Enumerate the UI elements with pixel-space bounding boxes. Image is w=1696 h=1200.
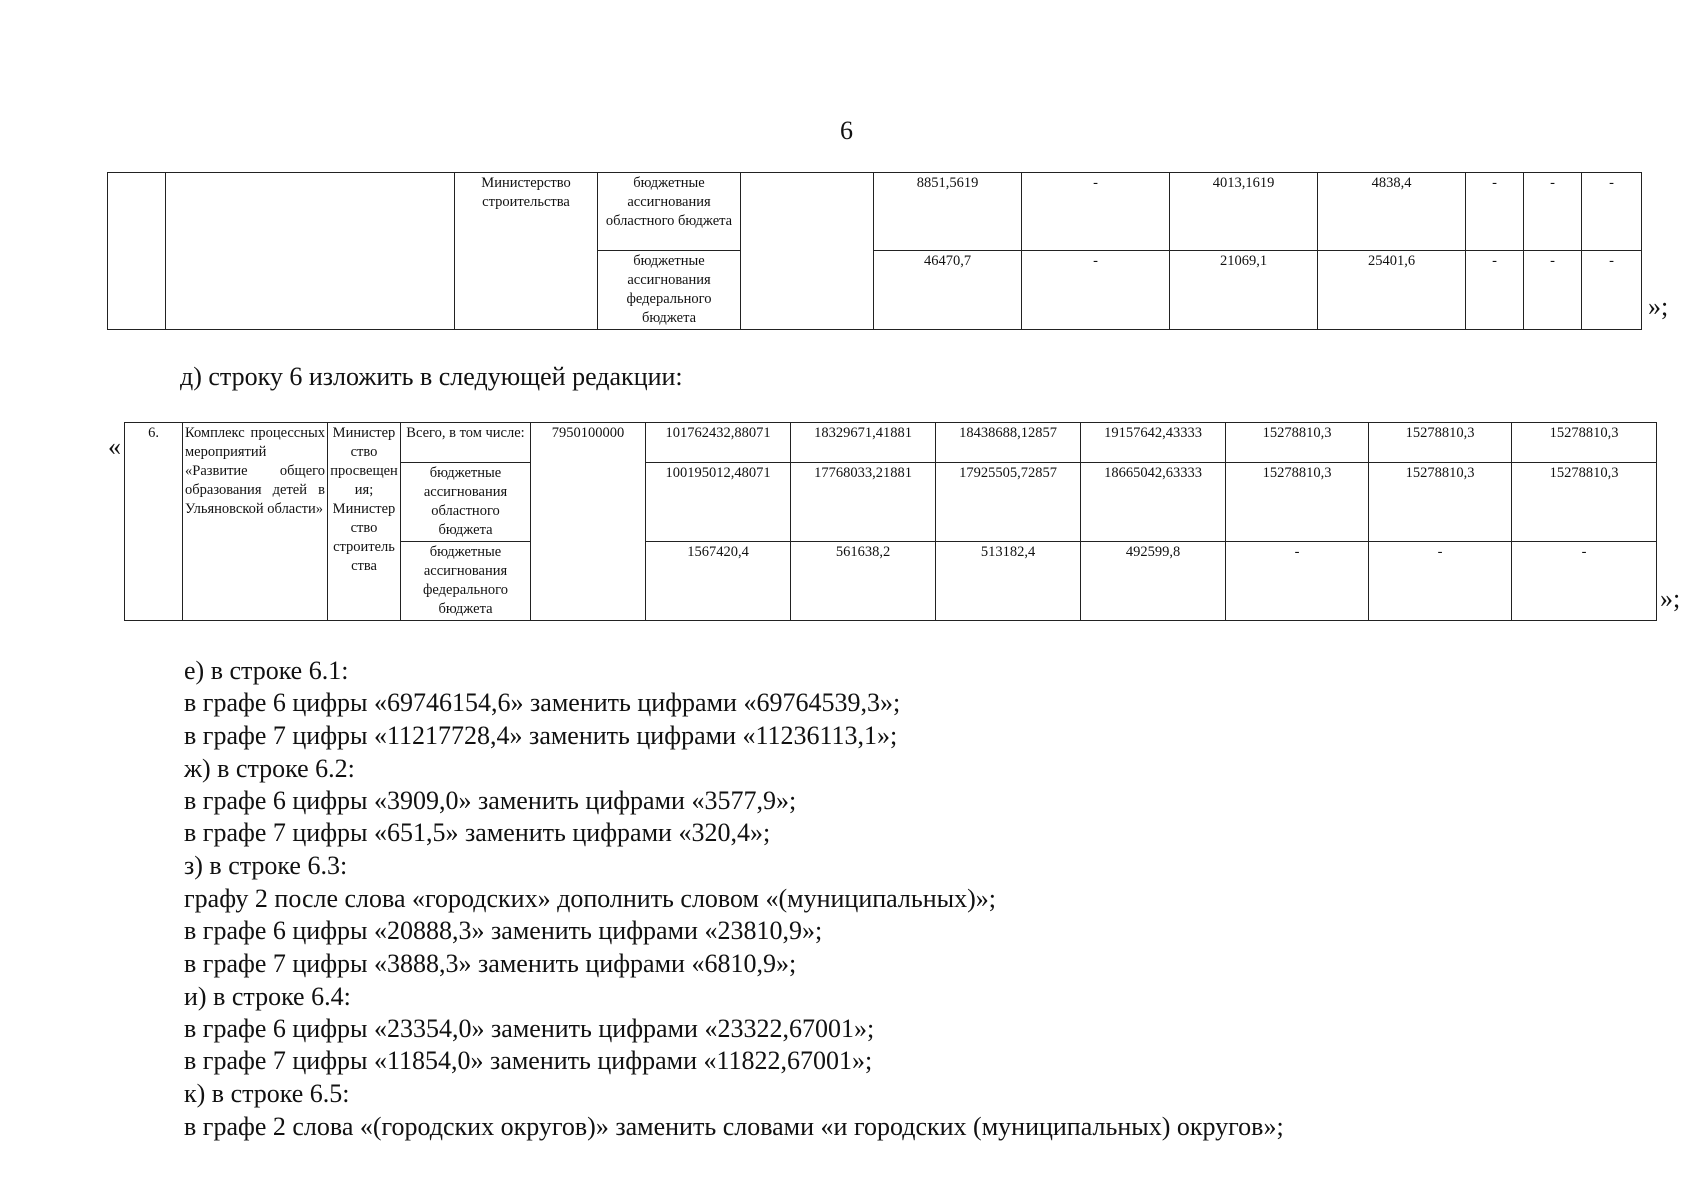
page-number: 6	[840, 116, 853, 145]
cell-source: бюджетные ассигнования областного бюджета	[401, 463, 531, 542]
cell-value: 17925505,72857	[936, 463, 1081, 542]
instruction-line: ж) в строке 6.2:	[184, 754, 355, 783]
cell-value: 18329671,41881	[791, 423, 936, 463]
cell-source: бюджетные ассигнования федерального бюджета	[598, 251, 741, 330]
instruction-line: к) в строке 6.5:	[184, 1079, 350, 1108]
cell-row-number: 6.	[125, 423, 183, 621]
instruction-line: в графе 6 цифры «20888,3» заменить цифрами «23810,9»;	[184, 916, 823, 945]
cell-value: 8851,5619	[874, 173, 1022, 251]
cell-value: -	[1022, 251, 1170, 330]
cell-value: 4013,1619	[1170, 173, 1318, 251]
instruction-line: в графе 6 цифры «23354,0» заменить цифрами «23322,67001»;	[184, 1014, 875, 1043]
instruction-line: в графе 2 слова «(городских округов)» заменить словами «и городских (муниципальных) округов»;	[184, 1112, 1284, 1141]
table-continuation	[107, 172, 1642, 330]
cell-empty	[108, 173, 166, 330]
opening-quote: «	[108, 432, 121, 461]
cell-value: 15278810,3	[1512, 463, 1657, 542]
cell-value: 25401,6	[1318, 251, 1466, 330]
cell-value: 18665042,63333	[1081, 463, 1226, 542]
cell-value: 21069,1	[1170, 251, 1318, 330]
table-row-6	[124, 422, 1657, 621]
cell-value: -	[1582, 173, 1642, 251]
cell-source: Всего, в том числе:	[401, 423, 531, 463]
cell-value: 100195012,48071	[646, 463, 791, 542]
instruction-line: в графе 6 цифры «3909,0» заменить цифрами «3577,9»;	[184, 786, 797, 815]
instruction-line: в графе 7 цифры «651,5» заменить цифрами «320,4»;	[184, 818, 771, 847]
cell-value: -	[1524, 251, 1582, 330]
cell-ministry: Министерство строительства	[455, 173, 598, 330]
closing-quote: »;	[1648, 292, 1669, 321]
cell-empty	[741, 173, 874, 330]
cell-value: 15278810,3	[1226, 463, 1369, 542]
cell-value: -	[1466, 173, 1524, 251]
cell-value: -	[1466, 251, 1524, 330]
instruction-line: в графе 7 цифры «3888,3» заменить цифрами «6810,9»;	[184, 949, 797, 978]
cell-value: -	[1226, 542, 1369, 621]
cell-value: 101762432,88071	[646, 423, 791, 463]
instruction-line: графу 2 после слова «городских» дополнить словом «(муниципальных)»;	[184, 884, 997, 913]
cell-program-name: Комплекс процессных мероприятий «Развитие общего образования детей в Ульяновской области»	[183, 423, 328, 621]
cell-value: 4838,4	[1318, 173, 1466, 251]
cell-value: 15278810,3	[1226, 423, 1369, 463]
section-heading: д) строку 6 изложить в следующей редакции:	[180, 362, 683, 391]
cell-value: 18438688,12857	[936, 423, 1081, 463]
instruction-line: з) в строке 6.3:	[184, 851, 348, 880]
table-row	[108, 173, 1642, 251]
instruction-line: е) в строке 6.1:	[184, 656, 349, 685]
closing-quote: »;	[1660, 584, 1681, 613]
cell-value: 15278810,3	[1369, 423, 1512, 463]
table-row	[125, 423, 1657, 463]
cell-source: бюджетные ассигнования федерального бюджета	[401, 542, 531, 621]
cell-value: 19157642,43333	[1081, 423, 1226, 463]
cell-value: 1567420,4	[646, 542, 791, 621]
cell-code: 7950100000	[531, 423, 646, 621]
cell-value: -	[1369, 542, 1512, 621]
cell-value: 15278810,3	[1369, 463, 1512, 542]
cell-value: -	[1524, 173, 1582, 251]
cell-value: 513182,4	[936, 542, 1081, 621]
cell-value: -	[1582, 251, 1642, 330]
instruction-line: в графе 6 цифры «69746154,6» заменить цифрами «69764539,3»;	[184, 688, 901, 717]
cell-value: 15278810,3	[1512, 423, 1657, 463]
cell-value: -	[1022, 173, 1170, 251]
cell-source: бюджетные ассигнования областного бюджета	[598, 173, 741, 251]
cell-value: 46470,7	[874, 251, 1022, 330]
instruction-line: в графе 7 цифры «11854,0» заменить цифрами «11822,67001»;	[184, 1046, 873, 1075]
cell-value: 17768033,21881	[791, 463, 936, 542]
cell-value: -	[1512, 542, 1657, 621]
cell-value: 492599,8	[1081, 542, 1226, 621]
cell-value: 561638,2	[791, 542, 936, 621]
cell-empty	[166, 173, 455, 330]
instruction-line: в графе 7 цифры «11217728,4» заменить цифрами «11236113,1»;	[184, 721, 898, 750]
instruction-line: и) в строке 6.4:	[184, 982, 351, 1011]
cell-executor: Министерство просвещения; Министерство строительства	[328, 423, 401, 621]
